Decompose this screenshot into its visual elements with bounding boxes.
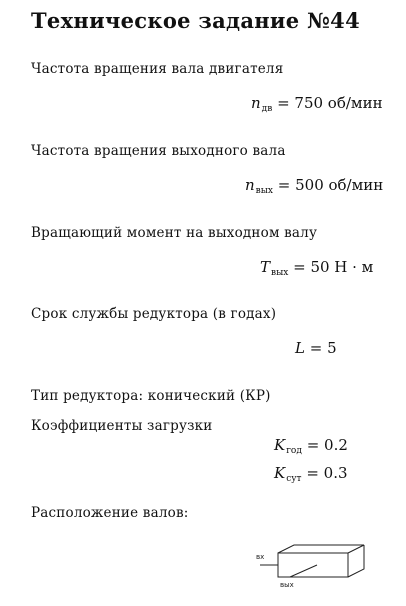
shaft-layout-diagram [252, 544, 377, 598]
output-shaft-label: вых [280, 581, 294, 589]
k-day-formula [274, 464, 348, 482]
motor-speed-label: Частота вращения вала двигателя [31, 61, 284, 77]
reducer-box-diagram [252, 544, 377, 594]
output-speed-label: Частота вращения выходного вала [31, 143, 286, 159]
k-year-formula [274, 436, 348, 454]
output-speed-value: = 500 об/мин [277, 176, 384, 194]
motor-speed-symbol: n [251, 94, 261, 112]
output-speed-symbol: n [245, 176, 255, 194]
output-speed-subscript: вых [255, 186, 273, 196]
k-year-subscript: год [286, 446, 302, 456]
input-shaft-label: вх [256, 553, 265, 561]
torque-formula [260, 258, 373, 276]
motor-speed-subscript: дв [261, 104, 273, 114]
shaft-layout-label: Расположение валов: [31, 505, 189, 521]
reducer-type-label: Тип редуктора: конический (КР) [31, 388, 271, 404]
k-day-symbol: K [274, 464, 286, 482]
box-top-face [278, 545, 364, 553]
load-factors-label: Коэффициенты загрузки [31, 418, 213, 434]
torque-label: Вращающий момент на выходном валу [31, 225, 318, 241]
page-title: Техническое задание №44 [31, 8, 360, 33]
k-day-subscript: сут [286, 474, 302, 484]
service-life-value: = 5 [309, 339, 337, 357]
torque-subscript: вых [271, 268, 289, 278]
torque-symbol: T [260, 258, 271, 276]
service-life-symbol: L [295, 339, 305, 357]
service-life-formula [295, 339, 337, 357]
k-day-value: = 0.3 [306, 464, 348, 482]
box-front-face [278, 553, 348, 577]
service-life-label: Срок службы редуктора (в годах) [31, 306, 277, 322]
box-right-face [348, 545, 364, 577]
torque-value: = 50 Н · м [293, 258, 374, 276]
output-speed-formula [245, 176, 383, 194]
k-year-symbol: K [274, 436, 286, 454]
motor-speed-formula [251, 94, 383, 112]
k-year-value: = 0.2 [306, 436, 348, 454]
motor-speed-value: = 750 об/мин [277, 94, 383, 112]
output-shaft-line [290, 565, 317, 577]
